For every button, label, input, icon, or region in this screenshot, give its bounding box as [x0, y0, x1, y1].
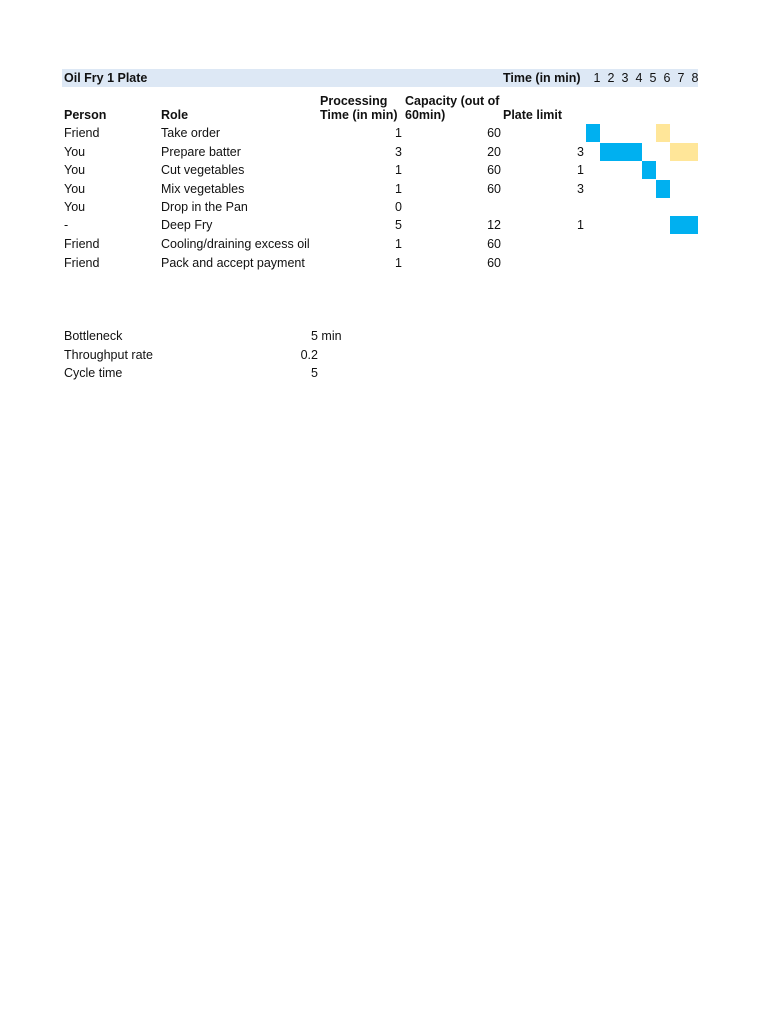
role-cell: Cooling/draining excess oil	[161, 237, 310, 251]
role-cell: Cut vegetables	[161, 163, 245, 177]
cycle-time-value: 5	[311, 366, 318, 380]
capacity-cell: 60	[487, 237, 501, 251]
role-cell: Take order	[161, 126, 221, 140]
person-cell: Friend	[64, 126, 100, 140]
bottleneck-value: 5 min	[311, 329, 342, 343]
gantt-bar	[586, 124, 600, 142]
processing-time-cell: 1	[395, 237, 402, 251]
role-cell: Deep Fry	[161, 218, 213, 232]
gantt-bar	[642, 161, 656, 179]
capacity-cell: 12	[487, 218, 501, 232]
plate-limit-cell: 1	[577, 218, 584, 232]
capacity-cell: 60	[487, 256, 501, 270]
header-plate-limit: Plate limit	[503, 108, 563, 122]
processing-time-cell: 1	[395, 182, 402, 196]
person-cell: You	[64, 163, 86, 177]
time-tick: 7	[677, 71, 685, 85]
sheet-title: Oil Fry 1 Plate	[64, 71, 148, 85]
header-capacity-line1: Capacity (out of	[405, 94, 500, 108]
cycle-time-label: Cycle time	[64, 366, 123, 380]
plate-limit-cell: 1	[577, 163, 584, 177]
person-cell: You	[64, 145, 86, 159]
processing-time-cell: 0	[395, 200, 402, 214]
time-tick: 4	[635, 71, 643, 85]
plate-limit-cell: 3	[577, 145, 584, 159]
role-cell: Prepare batter	[161, 145, 241, 159]
role-cell: Pack and accept payment	[161, 256, 305, 270]
time-tick: 3	[621, 71, 629, 85]
time-tick: 1	[593, 71, 601, 85]
gantt-bar	[600, 143, 642, 161]
header-role: Role	[161, 108, 189, 122]
capacity-cell: 60	[487, 126, 501, 140]
person-cell: -	[64, 218, 69, 232]
header-capacity-line2: 60min)	[405, 108, 446, 122]
header-person: Person	[64, 108, 107, 122]
person-cell: Friend	[64, 237, 100, 251]
header-processing-line2: Time (in min)	[320, 108, 398, 122]
time-tick: 8	[691, 71, 699, 85]
processing-time-cell: 1	[395, 163, 402, 177]
time-tick: 6	[663, 71, 671, 85]
bottleneck-label: Bottleneck	[64, 329, 123, 343]
person-cell: You	[64, 200, 86, 214]
time-tick: 5	[649, 71, 657, 85]
throughput-value: 0.2	[300, 348, 318, 362]
processing-time-cell: 5	[395, 218, 402, 232]
plate-limit-cell: 3	[577, 182, 584, 196]
gantt-bar	[670, 216, 698, 234]
capacity-cell: 60	[487, 182, 501, 196]
header-processing-line1: Processing	[320, 94, 388, 108]
processing-time-cell: 3	[395, 145, 402, 159]
gantt-bar	[656, 124, 670, 142]
person-cell: Friend	[64, 256, 100, 270]
person-cell: You	[64, 182, 86, 196]
capacity-cell: 60	[487, 163, 501, 177]
role-cell: Drop in the Pan	[161, 200, 248, 214]
time-tick: 2	[607, 71, 615, 85]
role-cell: Mix vegetables	[161, 182, 245, 196]
processing-time-cell: 1	[395, 256, 402, 270]
capacity-cell: 20	[487, 145, 501, 159]
throughput-label: Throughput rate	[64, 348, 153, 362]
gantt-bar	[670, 143, 698, 161]
time-label: Time (in min)	[503, 71, 581, 85]
processing-time-cell: 1	[395, 126, 402, 140]
gantt-bar	[656, 180, 670, 198]
